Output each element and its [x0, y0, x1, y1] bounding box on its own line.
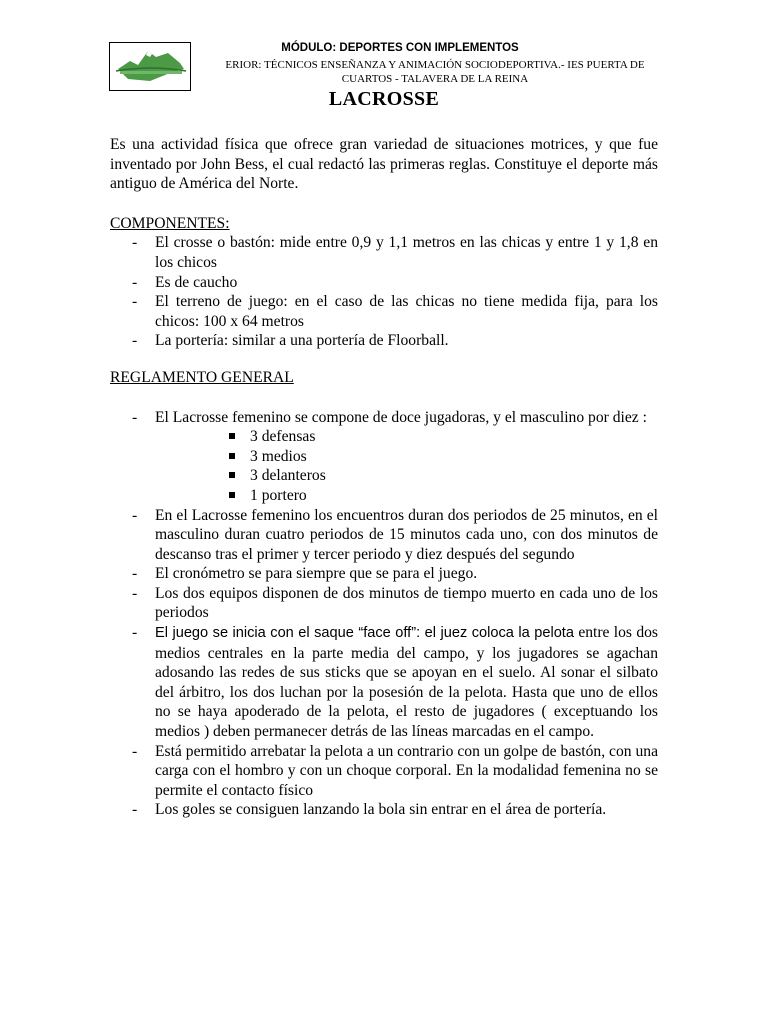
- school-info-line-1: ERIOR: TÉCNICOS ENSEÑANZA Y ANIMACIÓN SOCIODEPORTIVA.- IES PUERTA DE: [225, 59, 645, 71]
- list-item: - Los goles se consiguen lanzando la bola sin entrar en el área de portería.: [110, 800, 658, 820]
- positions-list: [155, 427, 658, 505]
- rules-list: [110, 408, 658, 820]
- module-title: MÓDULO: DEPORTES CON IMPLEMENTOS: [281, 42, 519, 54]
- faceoff-first-line: El juego se inicia con el saque “face off”: el juez coloca la pelota: [155, 625, 574, 642]
- list-item: - La portería: similar a una portería de Floorball.: [110, 331, 658, 351]
- position-item: 3 medios: [226, 447, 658, 467]
- intro-paragraph: Es una actividad física que ofrece gran variedad de situaciones motrices, y que fue inventado por John Bess, el cual redactó las primeras reglas. Constituye el deporte más antiguo de América del Norte.: [110, 136, 658, 193]
- rule-players-text: El Lacrosse femenino se compone de doce jugadoras, y el masculino por diez :: [155, 408, 647, 426]
- school-info: [192, 58, 672, 86]
- school-info-line-2: CUARTOS - TALAVERA DE LA REINA: [341, 73, 529, 85]
- list-item: - El cronómetro se para siempre que se para el juego.: [110, 564, 658, 584]
- components-list: [110, 233, 658, 351]
- list-item: [110, 408, 658, 506]
- logo-text-strip: [120, 71, 182, 74]
- list-item: - Está permitido arrebatar la pelota a un contrario con un golpe de bastón, con una carga con el hombro y con un choque corporal. En la modalidad femenina no se permite el contacto físico: [110, 742, 658, 801]
- list-item: - El terreno de juego: en el caso de las chicas no tiene medida fija, para los chicos: 100 x 64 metros: [110, 292, 658, 331]
- list-item: - Es de caucho: [110, 273, 658, 293]
- components-heading: COMPONENTES:: [110, 214, 230, 232]
- position-item: 3 delanteros: [226, 466, 658, 486]
- list-item: - Los dos equipos disponen de dos minutos de tiempo muerto en cada uno de los periodos: [110, 584, 658, 623]
- document-body: [110, 135, 658, 820]
- list-item: - En el Lacrosse femenino los encuentros duran dos periodos de 25 minutos, en el masculino duran cuatro periodos de 15 minutos cada uno, con dos minutos de descanso tras el primer y tercer periodo y diez después del segundo: [110, 506, 658, 565]
- page-title: LACROSSE: [328, 88, 440, 110]
- faceoff-rest: entre los dos medios centrales en la parte media del campo, y los jugadores se agachan adosando las redes de sus sticks que se apoyan en el suelo. Al sonar el silbato del árbitro, los dos luchan por la posesión de la pelota. Hasta que uno de ellos no se haya apoderado de la pelota, el resto de jugadores ( exceptuando los medios ) deben permanecer detrás de las líneas marcadas en el campo.: [155, 624, 658, 741]
- position-item: 1 portero: [226, 486, 658, 506]
- list-item: [110, 623, 658, 742]
- position-item: 3 defensas: [226, 427, 658, 447]
- rules-heading: REGLAMENTO GENERAL: [110, 368, 294, 386]
- list-item: - El crosse o bastón: mide entre 0,9 y 1,1 metros en las chicas y entre 1 y 1,8 en los chicos: [110, 233, 658, 272]
